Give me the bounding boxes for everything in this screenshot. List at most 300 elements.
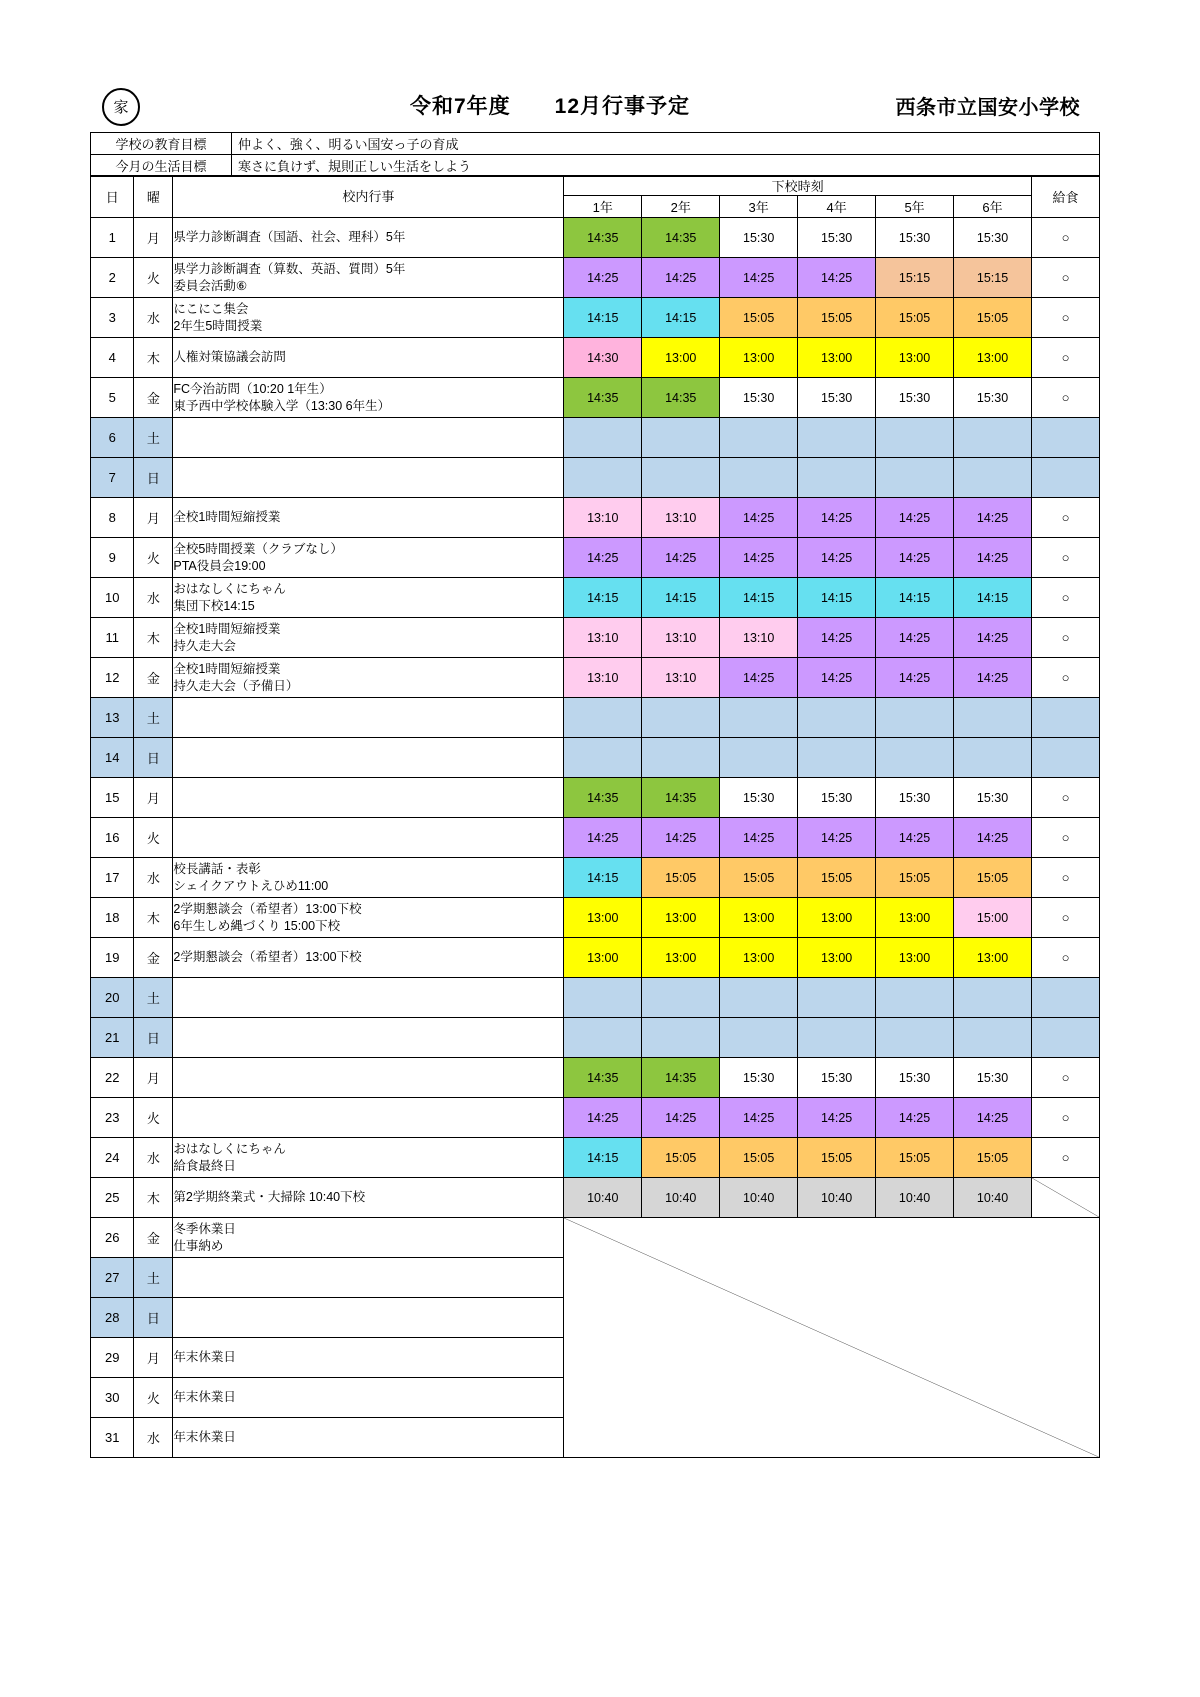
cell-dismissal-time: 13:10 [564,498,642,538]
cell-day: 26 [91,1218,134,1258]
cell-day: 16 [91,818,134,858]
cell-dismissal-time: 14:25 [954,1098,1032,1138]
cell-dow: 月 [134,218,173,258]
cell-dismissal-time: 15:05 [720,298,798,338]
table-row [91,418,1100,458]
cell-dismissal-time: 13:00 [564,938,642,978]
cell-dismissal-time: 15:30 [798,378,876,418]
cell-dismissal-time: 15:05 [642,1138,720,1178]
table-row [91,338,1100,378]
cell-dismissal-time: 14:25 [720,538,798,578]
school-name: 西条市立国安小学校 [895,97,1080,119]
cell-dismissal-time: 15:05 [642,858,720,898]
cell-dismissal-time: 14:25 [564,258,642,298]
cell-dow: 月 [134,498,173,538]
cell-dismissal-time: 10:40 [876,1178,954,1218]
cell-dismissal-time: 13:00 [720,898,798,938]
cell-dismissal-time: 13:00 [642,338,720,378]
cell-dismissal-time: 15:30 [876,218,954,258]
header-lunch: 給食 [1032,176,1100,218]
cell-lunch: ○ [1032,578,1100,618]
header-grade-3: 3年 [720,196,798,218]
cell-lunch [1032,1178,1100,1218]
cell-dow: 金 [134,378,173,418]
cell-dismissal-time [720,978,798,1018]
header-event: 校内行事 [173,176,564,218]
cell-dow: 火 [134,258,173,298]
cell-dismissal-time: 15:30 [798,1058,876,1098]
cell-day: 8 [91,498,134,538]
cell-dismissal-time: 14:25 [798,658,876,698]
cell-day: 17 [91,858,134,898]
table-row [91,218,1100,258]
cell-dismissal-time: 14:25 [642,258,720,298]
cell-dow: 木 [134,1178,173,1218]
cell-day: 29 [91,1338,134,1378]
cell-dow: 水 [134,1418,173,1458]
cell-dismissal-time: 15:30 [798,778,876,818]
cell-day: 23 [91,1098,134,1138]
cell-dismissal-time [798,978,876,1018]
table-row [91,538,1100,578]
table-row [91,738,1100,778]
table-row [91,458,1100,498]
cell-day: 18 [91,898,134,938]
cell-event: 校長講話・表彰 シェイクアウトえひめ11:00 [173,858,564,898]
cell-dow: 金 [134,1218,173,1258]
cell-dismissal-time: 13:00 [798,898,876,938]
cell-dismissal-time: 15:30 [954,1058,1032,1098]
cell-dismissal-time: 15:05 [876,298,954,338]
table-row [91,1058,1100,1098]
cell-event: にこにこ集会 2年生5時間授業 [173,298,564,338]
cell-dismissal-time: 15:05 [720,858,798,898]
cell-day: 13 [91,698,134,738]
cell-day: 31 [91,1418,134,1458]
cell-dow: 月 [134,1058,173,1098]
cell-event: おはなしくにちゃん 給食最終日 [173,1138,564,1178]
cell-dow: 月 [134,778,173,818]
cell-dismissal-time: 13:00 [798,338,876,378]
cell-event: 全校1時間短縮授業 持久走大会（予備日） [173,658,564,698]
cell-event [173,1258,564,1298]
cell-day: 27 [91,1258,134,1298]
cell-dismissal-time: 15:05 [798,298,876,338]
cell-lunch: ○ [1032,818,1100,858]
cell-dismissal-time: 14:15 [720,578,798,618]
cell-dismissal-time: 14:35 [642,1058,720,1098]
cell-dismissal-time [564,1018,642,1058]
cell-dismissal-time [642,458,720,498]
table-row [91,698,1100,738]
cell-day: 3 [91,298,134,338]
cell-dismissal-time: 15:00 [954,898,1032,938]
cell-dismissal-time: 14:25 [720,258,798,298]
cell-event [173,458,564,498]
cell-dismissal-time [564,698,642,738]
cell-dismissal-time: 15:05 [876,1138,954,1178]
cell-day: 19 [91,938,134,978]
cell-lunch [1032,978,1100,1018]
cell-dismissal-time: 14:25 [564,818,642,858]
goal-row [91,155,1100,177]
table-row [91,618,1100,658]
cell-dismissal-time: 14:15 [642,298,720,338]
cell-dismissal-time [954,1018,1032,1058]
cell-lunch: ○ [1032,858,1100,898]
cell-day: 21 [91,1018,134,1058]
cell-dismissal-time: 14:25 [876,1098,954,1138]
school-crest-icon: 家 [102,88,140,126]
cell-dismissal-time: 13:00 [642,898,720,938]
cell-dismissal-time: 14:30 [564,338,642,378]
cell-dow: 火 [134,538,173,578]
cell-day: 22 [91,1058,134,1098]
cell-dismissal-time: 15:05 [720,1138,798,1178]
cell-dismissal-time [642,978,720,1018]
cell-dismissal-time: 13:10 [564,658,642,698]
cell-event: 冬季休業日 仕事納め [173,1218,564,1258]
cell-dismissal-time: 14:25 [798,258,876,298]
cell-dismissal-time [564,458,642,498]
cell-dismissal-time: 13:00 [954,938,1032,978]
cell-dismissal-time: 14:25 [720,1098,798,1138]
cell-dismissal-time: 13:00 [876,898,954,938]
cell-dow: 火 [134,818,173,858]
cell-dismissal-time [642,698,720,738]
table-row [91,498,1100,538]
cell-dismissal-time: 13:00 [564,898,642,938]
cell-dow: 日 [134,1018,173,1058]
cell-dismissal-time: 14:25 [642,1098,720,1138]
page-title: 令和7年度 12月行事予定 [409,95,691,118]
cell-lunch: ○ [1032,898,1100,938]
cell-dismissal-time: 14:15 [642,578,720,618]
cell-dismissal-time [798,738,876,778]
cell-dismissal-time: 14:35 [642,218,720,258]
cell-dismissal-time [798,698,876,738]
document-header [90,88,1100,128]
cell-lunch: ○ [1032,218,1100,258]
cell-dismissal-time: 13:10 [642,498,720,538]
table-row [91,1098,1100,1138]
cell-event [173,738,564,778]
cell-day: 30 [91,1378,134,1418]
cell-dismissal-time: 13:00 [720,338,798,378]
cell-dismissal-time: 14:15 [798,578,876,618]
cell-dismissal-time: 14:15 [564,578,642,618]
cell-lunch [1032,1018,1100,1058]
cell-dismissal-time [876,978,954,1018]
cell-dismissal-time [876,458,954,498]
cell-dismissal-time [642,1018,720,1058]
table-row [91,858,1100,898]
cell-dismissal-time: 15:30 [954,378,1032,418]
cell-dismissal-time: 14:25 [642,818,720,858]
header-grade-5: 5年 [876,196,954,218]
cell-dismissal-time [954,738,1032,778]
table-row [91,978,1100,1018]
cell-dow: 火 [134,1098,173,1138]
cell-dow: 木 [134,338,173,378]
cell-dismissal-time: 15:05 [798,1138,876,1178]
cell-lunch [1032,418,1100,458]
cell-dismissal-time: 10:40 [720,1178,798,1218]
table-row [91,818,1100,858]
cell-dismissal-time: 14:25 [876,618,954,658]
cell-dismissal-time [876,418,954,458]
cell-dismissal-time: 14:25 [876,498,954,538]
cell-dismissal-time: 14:25 [798,498,876,538]
cell-dismissal-time [954,698,1032,738]
cell-dismissal-time: 13:00 [954,338,1032,378]
cell-dismissal-time: 15:30 [954,218,1032,258]
table-row [91,578,1100,618]
cell-day: 25 [91,1178,134,1218]
cell-dow: 水 [134,1138,173,1178]
cell-dismissal-time: 15:30 [720,378,798,418]
cell-dismissal-time: 14:15 [564,298,642,338]
cell-dismissal-time [720,458,798,498]
cell-dismissal-time [876,1018,954,1058]
cell-dismissal-time: 13:00 [876,338,954,378]
cell-dismissal-time: 15:05 [798,858,876,898]
cell-dismissal-time: 13:10 [564,618,642,658]
table-row [91,378,1100,418]
cell-dow: 木 [134,898,173,938]
goal-label: 今月の生活目標 [91,155,232,177]
cell-event: 県学力診断調査（算数、英語、質問）5年 委員会活動⑥ [173,258,564,298]
cell-dismissal-time: 14:35 [564,778,642,818]
table-row [91,778,1100,818]
cell-dismissal-time: 14:35 [564,378,642,418]
cell-dismissal-time: 15:30 [720,778,798,818]
cell-dismissal-time: 14:15 [564,1138,642,1178]
table-row [91,938,1100,978]
cell-dismissal-time [564,978,642,1018]
cell-dismissal-time: 13:10 [642,618,720,658]
cell-day: 1 [91,218,134,258]
cell-dismissal-time [642,738,720,778]
header-grade-4: 4年 [798,196,876,218]
cell-event: おはなしくにちゃん 集団下校14:15 [173,578,564,618]
cell-lunch: ○ [1032,778,1100,818]
table-row [91,1138,1100,1178]
cell-dismissal-time: 15:30 [876,378,954,418]
cell-dismissal-time [798,458,876,498]
goal-value: 仲よく、強く、明るい国安っ子の育成 [232,133,1100,155]
cell-dismissal-time: 13:00 [876,938,954,978]
cell-day: 12 [91,658,134,698]
cell-lunch: ○ [1032,618,1100,658]
cell-dow: 金 [134,938,173,978]
cell-dismissal-time [798,418,876,458]
cell-day: 10 [91,578,134,618]
cell-dismissal-time: 14:25 [720,658,798,698]
goals-table [90,132,1100,177]
cell-event [173,778,564,818]
cell-lunch: ○ [1032,938,1100,978]
cell-dow: 土 [134,698,173,738]
cell-event: 全校5時間授業（クラブなし） PTA役員会19:00 [173,538,564,578]
cell-dismissal-time [954,978,1032,1018]
cell-dismissal-time: 13:00 [798,938,876,978]
cell-day: 9 [91,538,134,578]
cell-event: 全校1時間短縮授業 持久走大会 [173,618,564,658]
cell-lunch [1032,698,1100,738]
table-row [91,1178,1100,1218]
cell-day: 24 [91,1138,134,1178]
header-grade-6: 6年 [954,196,1032,218]
cell-dismissal-time: 15:30 [720,218,798,258]
cell-dow: 水 [134,578,173,618]
cell-dow: 木 [134,618,173,658]
cell-dow: 金 [134,658,173,698]
header-day: 日 [91,176,134,218]
cell-dismissal-time: 15:30 [876,778,954,818]
goal-label: 学校の教育目標 [91,133,232,155]
table-row [91,298,1100,338]
cell-day: 20 [91,978,134,1018]
cell-lunch [1032,738,1100,778]
cell-dismissal-time [564,738,642,778]
header-grade-1: 1年 [564,196,642,218]
cell-dismissal-time: 10:40 [564,1178,642,1218]
cell-dismissal-time: 13:00 [642,938,720,978]
cell-day: 11 [91,618,134,658]
cell-dismissal-time: 14:25 [954,658,1032,698]
cell-dow: 土 [134,418,173,458]
cell-event [173,818,564,858]
cell-dismissal-time: 14:15 [954,578,1032,618]
cell-event: 年末休業日 [173,1338,564,1378]
cell-dow: 水 [134,858,173,898]
cell-dismissal-time: 14:35 [642,778,720,818]
cell-dismissal-time: 10:40 [798,1178,876,1218]
cell-dismissal-time: 14:25 [876,658,954,698]
cell-event [173,1058,564,1098]
cell-dismissal-time [720,738,798,778]
cell-dismissal-time: 15:15 [954,258,1032,298]
cell-day: 6 [91,418,134,458]
cell-dismissal-time: 15:30 [876,1058,954,1098]
cell-dismissal-time [876,698,954,738]
cell-lunch: ○ [1032,1138,1100,1178]
cell-dismissal-time [720,1018,798,1058]
table-row [91,258,1100,298]
cell-day: 15 [91,778,134,818]
cell-event [173,1018,564,1058]
cell-dow: 土 [134,1258,173,1298]
cell-lunch [1032,458,1100,498]
cell-event: 2学期懇談会（希望者）13:00下校 [173,938,564,978]
cell-dow: 日 [134,458,173,498]
cell-dismissal-time: 13:10 [642,658,720,698]
cell-dismissal-time [720,698,798,738]
cell-dismissal-time: 15:05 [954,298,1032,338]
cell-dismissal-time: 14:25 [564,538,642,578]
cell-dismissal-time: 14:25 [876,818,954,858]
cell-dismissal-time [564,418,642,458]
cell-lunch: ○ [1032,498,1100,538]
cell-dow: 水 [134,298,173,338]
cell-dismissal-time: 14:25 [954,618,1032,658]
cell-dismissal-time [720,418,798,458]
cell-dismissal-time: 14:15 [876,578,954,618]
cell-lunch: ○ [1032,538,1100,578]
cell-lunch: ○ [1032,298,1100,338]
cell-event: 第2学期終業式・大掃除 10:40下校 [173,1178,564,1218]
cell-dow: 日 [134,1298,173,1338]
cell-dismissal-time: 10:40 [954,1178,1032,1218]
cell-lunch: ○ [1032,338,1100,378]
cell-dismissal-time [954,418,1032,458]
cell-dismissal-time: 14:25 [564,1098,642,1138]
cell-dismissal-time: 14:35 [564,1058,642,1098]
cell-dismissal-time: 14:25 [954,818,1032,858]
cell-dismissal-time: 15:05 [954,1138,1032,1178]
cell-dismissal-time: 15:05 [954,858,1032,898]
cell-dismissal-time: 14:35 [564,218,642,258]
cell-lunch: ○ [1032,1058,1100,1098]
cell-dismissal-time: 14:25 [798,618,876,658]
table-row [91,898,1100,938]
cell-lunch: ○ [1032,378,1100,418]
cell-dismissal-time: 15:15 [876,258,954,298]
cell-dismissal-time: 13:10 [720,618,798,658]
cell-lunch: ○ [1032,658,1100,698]
schedule-table [90,175,1100,1458]
cell-dismissal-time: 14:25 [720,498,798,538]
cell-event: 県学力診断調査（国語、社会、理科）5年 [173,218,564,258]
cell-dow: 火 [134,1378,173,1418]
cell-event [173,1098,564,1138]
cell-event: 人権対策協議会訪問 [173,338,564,378]
cell-dismissal-time: 14:25 [642,538,720,578]
cell-dismissal-time [642,418,720,458]
cell-dismissal-time: 14:25 [876,538,954,578]
cell-event: 年末休業日 [173,1418,564,1458]
cell-dow: 日 [134,738,173,778]
cell-day: 5 [91,378,134,418]
cell-dismissal-time: 14:25 [798,818,876,858]
cell-dismissal-time: 14:35 [642,378,720,418]
cell-event [173,1298,564,1338]
table-row [91,658,1100,698]
cell-dismissal-time: 15:30 [798,218,876,258]
cell-dismissal-time: 13:00 [720,938,798,978]
cell-lunch: ○ [1032,1098,1100,1138]
cell-dismissal-time [954,458,1032,498]
cell-event: 年末休業日 [173,1378,564,1418]
cell-event: FC今治訪問（10:20 1年生） 東予西中学校体験入学（13:30 6年生） [173,378,564,418]
cell-day: 4 [91,338,134,378]
cell-dismissal-time: 14:25 [954,538,1032,578]
cell-event [173,698,564,738]
blank-diagonal-area [564,1218,1100,1458]
cell-day: 28 [91,1298,134,1338]
header-dow: 曜 [134,176,173,218]
header-dismissal: 下校時刻 [564,176,1032,196]
cell-day: 2 [91,258,134,298]
cell-dismissal-time: 14:25 [954,498,1032,538]
schedule-table-body [91,218,1100,1458]
schedule-table-head [91,176,1100,218]
cell-dismissal-time [876,738,954,778]
cell-event: 全校1時間短縮授業 [173,498,564,538]
cell-dow: 土 [134,978,173,1018]
cell-dismissal-time: 10:40 [642,1178,720,1218]
